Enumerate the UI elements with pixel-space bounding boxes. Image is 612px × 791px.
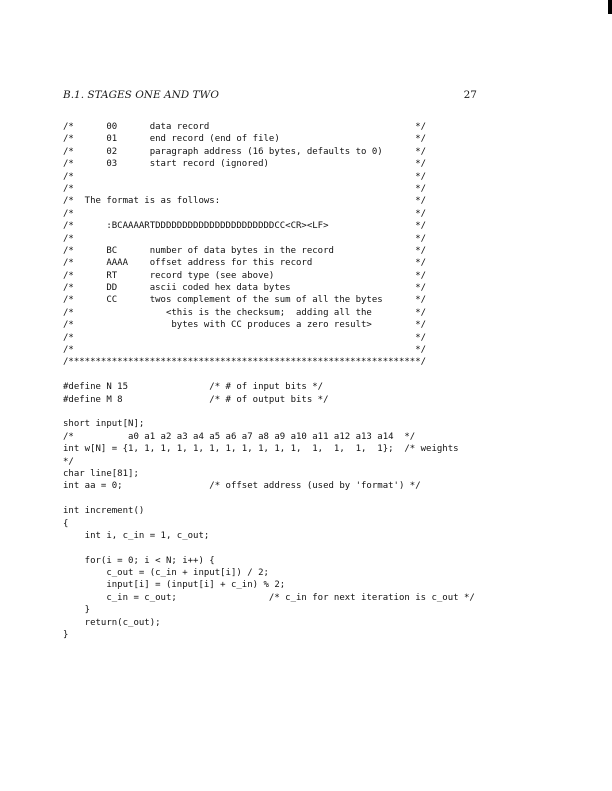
code-line: /* */: [63, 233, 427, 244]
code-line: #define N 15 /* # of input bits */: [63, 382, 324, 393]
code-line: [63, 406, 533, 418]
code-line: input[i] = (input[i] + c_in) % 2;: [63, 580, 286, 591]
code-line: /*****************************************************************/: [63, 357, 427, 368]
code-line: /* The format is as follows: */: [63, 196, 427, 207]
code-line: [63, 369, 533, 381]
code-line: }: [63, 630, 69, 641]
code-line: /* CC twos complement of the sum of all the bytes */: [63, 295, 427, 306]
code-line: return(c_out);: [63, 617, 161, 628]
code-line: /* */: [63, 208, 427, 219]
code-line: /* 01 end record (end of file) */: [63, 134, 427, 145]
code-line: short input[N];: [63, 419, 145, 430]
code-line: /* AAAA offset address for this record */: [63, 258, 427, 269]
code-line: }: [63, 605, 91, 616]
code-line: c_in = c_out; /* c_in for next iteration is c_out */: [63, 592, 475, 603]
section-title: B.1. STAGES ONE AND TWO: [63, 89, 219, 101]
code-line: int aa = 0; /* offset address (used by 'format') */: [63, 481, 421, 492]
code-line: /* :BCAAAARTDDDDDDDDDDDDDDDDDDDDDDCC<CR><LF> */: [63, 221, 427, 232]
code-line: /* <this is the checksum; adding all the */: [63, 307, 427, 318]
code-line: /* */: [63, 345, 427, 356]
corner-edge-mark: [608, 0, 612, 14]
code-line: /* 02 paragraph address (16 bytes, defaults to 0) */: [63, 146, 427, 157]
code-line: /* BC number of data bytes in the record */: [63, 245, 427, 256]
page-number: 27: [463, 89, 477, 101]
code-line: for(i = 0; i < N; i++) {: [63, 555, 215, 566]
code-line: [63, 542, 533, 554]
code-line: [63, 493, 533, 505]
code-line: /* RT record type (see above) */: [63, 270, 427, 281]
code-line: /* 00 data record */: [63, 122, 427, 132]
code-line: int w[N] = {1, 1, 1, 1, 1, 1, 1, 1, 1, 1, 1, 1, 1, 1, 1}; /* weights: [63, 444, 459, 455]
code-line: /* */: [63, 332, 427, 343]
code-line: int i, c_in = 1, c_out;: [63, 530, 210, 541]
code-listing: [63, 121, 533, 641]
code-line: /* DD ascii coded hex data bytes */: [63, 283, 427, 294]
code-line: /* a0 a1 a2 a3 a4 a5 a6 a7 a8 a9 a10 a11 a12 a13 a14 */: [63, 431, 416, 442]
running-header: [63, 89, 477, 103]
code-line: int increment(): [63, 506, 145, 517]
code-line: #define M 8 /* # of output bits */: [63, 394, 329, 405]
code-line: char line[81];: [63, 468, 139, 479]
code-line: /* bytes with CC produces a zero result> */: [63, 320, 427, 331]
code-line: /* */: [63, 171, 427, 182]
code-line: /* */: [63, 183, 427, 194]
code-line: /* 03 start record (ignored) */: [63, 159, 427, 170]
code-line: */: [63, 456, 74, 467]
code-line: c_out = (c_in + input[i]) / 2;: [63, 568, 269, 579]
code-line: {: [63, 518, 69, 529]
